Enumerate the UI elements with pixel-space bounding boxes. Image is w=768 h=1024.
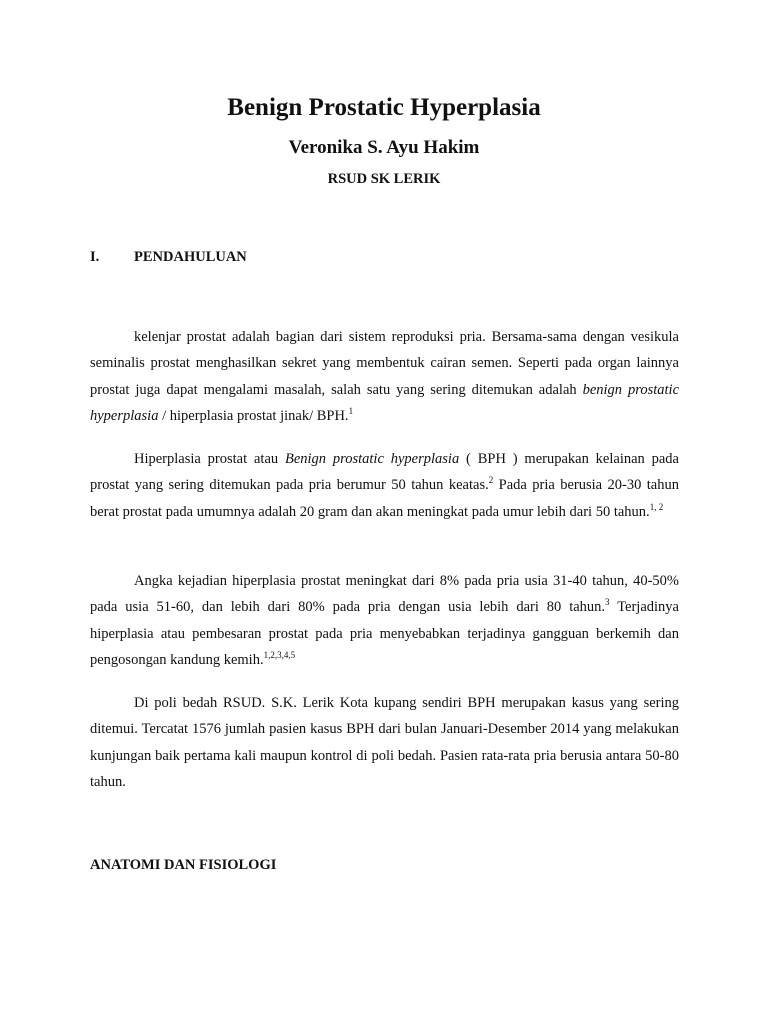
paragraph-introduction [90,324,679,429]
section-heading-introduction [90,248,247,266]
citation-superscript: 2 [488,475,494,486]
paragraph-text: / hiperplasia prostat jinak/ BPH. [158,407,349,424]
italic-term: benign prostatic hyperplasia [90,381,680,424]
section-heading-anatomy: ANATOMI DAN FISIOLOGI [90,857,277,873]
section-number: I. [90,249,100,265]
citation-superscript: 3 [605,597,610,608]
paragraph-text: Angka kejadian hiperplasia prostat meningkat dari 8% pada pria usia 31-40 tahun, 40-50% pada usia 51-60, dan lebih dari 80% pada pria dengan usia lebih dari 80 tahun. [90,573,679,616]
citation-superscript: 1 [348,406,354,417]
paragraph-text: Terjadinya hiperplasia atau pembesaran prostat pada pria menyebabkan terjadinya gangguan berkemih dan pengosongan kandung kemih. [90,599,679,668]
paragraph-text: ( BPH ) merupakan kelainan pada prostat yang sering ditemukan pada pria berumur 50 tahun keatas. [90,451,679,494]
paragraph-text: Hiperplasia prostat atau [134,451,285,467]
citation-superscript: 1, 2 [649,501,664,512]
author-name: Veronika S. Ayu Hakim [288,137,480,158]
document-title: Benign Prostatic Hyperplasia [227,94,541,121]
paragraph-local-data [90,690,679,795]
italic-term: Benign prostatic hyperplasia [284,451,460,467]
author-affiliation: RSUD SK LERIK [327,171,441,187]
citation-superscript: 1,2,3,4,5 [263,650,296,661]
paragraph-definition [90,446,679,525]
paragraph-text: Pada pria berusia 20-30 tahun berat prostat pada umumnya adalah 20 gram dan akan meningkat pada umur lebih dari 50 tahun. [90,477,679,520]
paragraph-text: kelenjar prostat adalah bagian dari sistem reproduksi pria. Bersama-sama dengan vesikula seminalis prostat menghasilkan sekret yang membentuk cairan semen. Seperti pada organ lainnya prostat juga dapat mengalami masalah, salah satu yang sering ditemukan adalah [90,329,679,398]
paragraph-text: Di poli bedah RSUD. S.K. Lerik Kota kupang sendiri BPH merupakan kasus yang sering ditemui. Tercatat 1576 jumlah pasien kasus BPH dari bulan Januari-Desember 2014 yang melakukan kunjungan baik pertama kali maupun kontrol di poli bedah. Pasien rata-rata pria berusia antara 50-80 tahun. [90,695,679,790]
section-title: PENDAHULUAN [134,249,247,265]
paragraph-incidence [90,568,679,673]
